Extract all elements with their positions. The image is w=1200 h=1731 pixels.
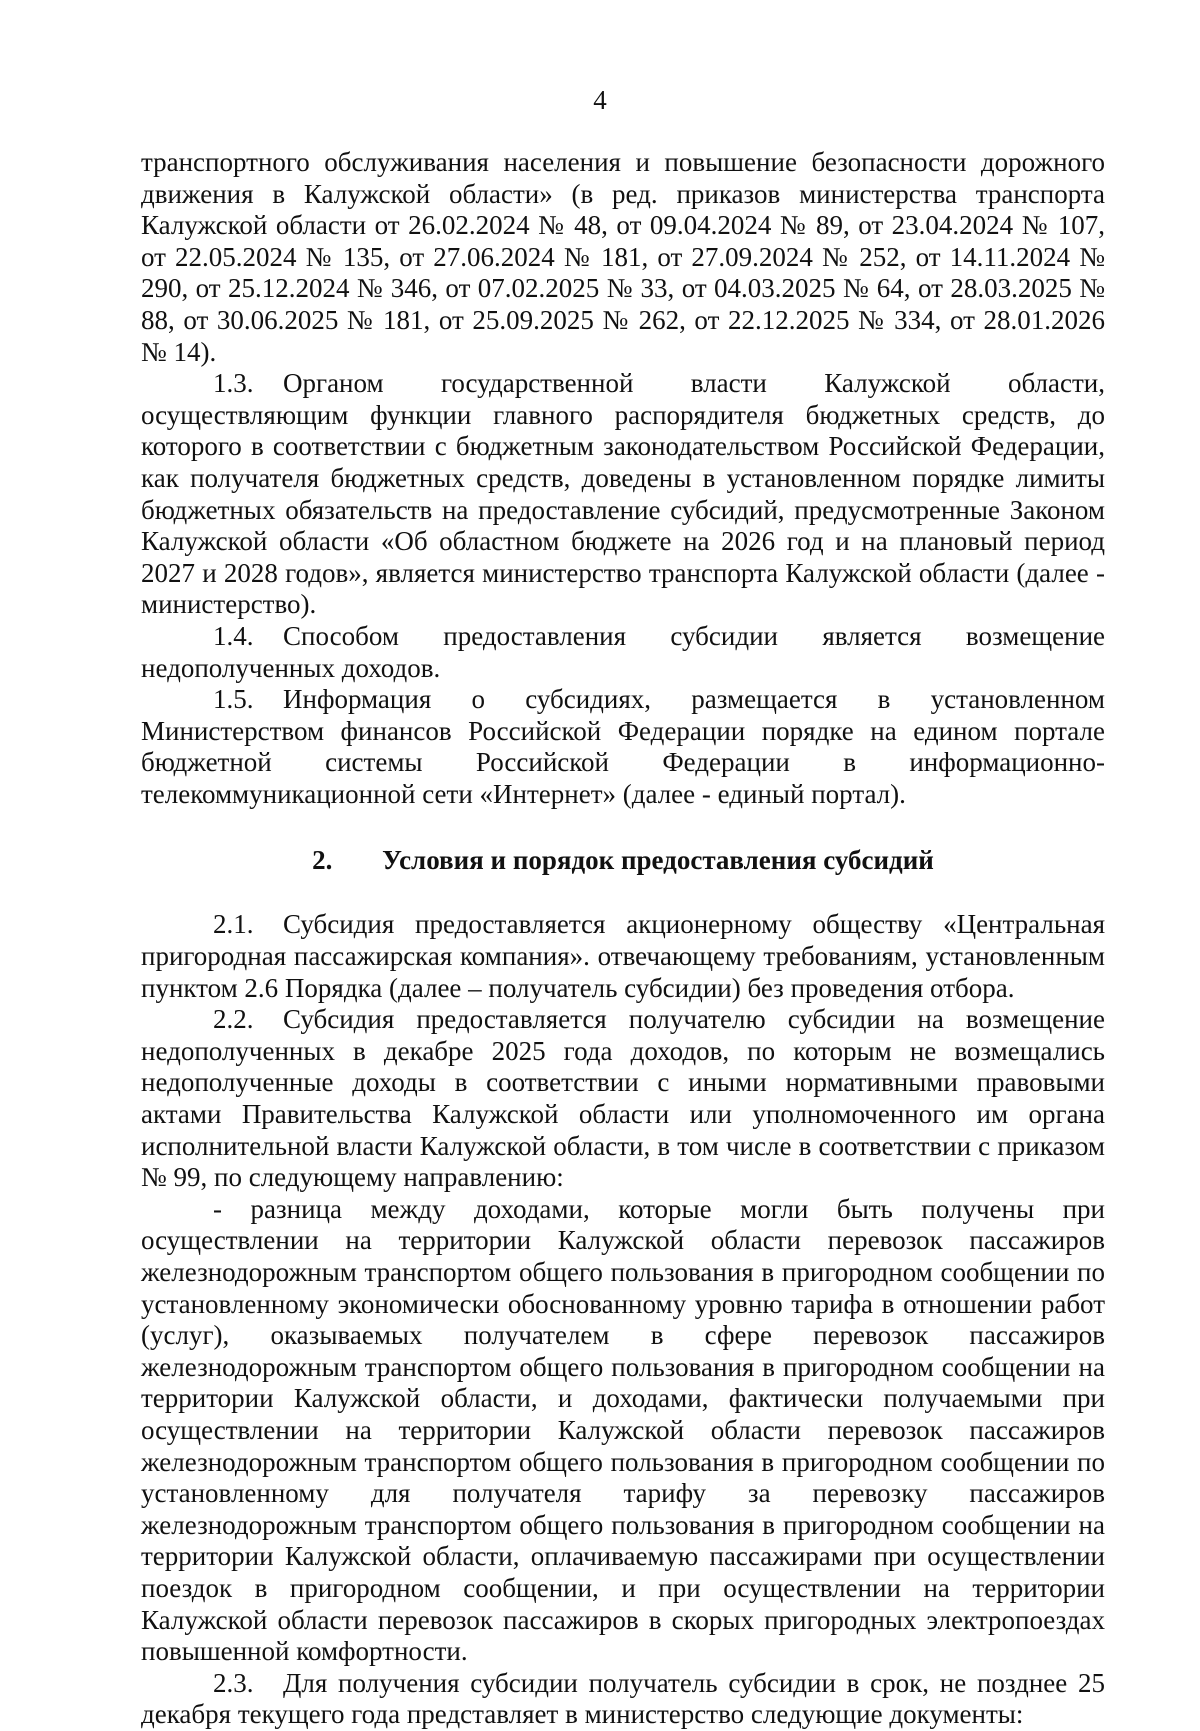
paragraph-1-3 — [141, 368, 1105, 621]
paragraph-2-2 — [141, 1004, 1105, 1194]
page-number: 4 — [593, 85, 607, 115]
paragraph-1-5 — [141, 684, 1105, 810]
paragraph-number: 1.5. — [213, 684, 254, 715]
paragraph-2-1 — [141, 909, 1105, 1004]
section-title: Условия и порядок предоставления субсидий — [382, 845, 934, 876]
document-body — [141, 147, 1105, 1731]
paragraph-number: 1.3. — [213, 368, 254, 399]
paragraph-text: Информация о субсидиях, размещается в установленном Министерством финансов Российской Федерации порядке на едином портале бюджетной системы Российской Федерации в информационно-телекоммуникационной сети «Интернет» (далее - единый портал). — [141, 684, 1105, 809]
paragraph-text: Способом предоставления субсидии является возмещение недополученных доходов. — [141, 620, 1105, 683]
paragraph-2-3 — [141, 1668, 1105, 1731]
section-heading — [141, 844, 1105, 876]
paragraph-2-2-direction — [141, 1194, 1105, 1668]
paragraph-number: 2.1. — [213, 909, 254, 940]
paragraph-continuation — [141, 147, 1105, 368]
paragraph-text: Субсидия предоставляется акционерному обществу «Центральная пригородная пассажирская компания». отвечающему требованиям, установленным пунктом 2.6 Порядка (далее – получатель субсидии) без проведения отбора. — [141, 909, 1105, 1003]
paragraph-number: 2.3. — [213, 1667, 254, 1698]
paragraph-text: - разница между доходами, которые могли быть получены при осуществлении на территории Калужской области перевозок пассажиров железнодорожным транспортом общего пользования в пригородном сообщении по установленному экономически обоснованному уровню тарифа в отношении работ (услуг), оказываемых получателем в сфере перевозок пассажиров железнодорожным транспортом общего пользования в пригородном сообщении на территории Калужской области, и доходами, фактически получаемыми при осуществлении на территории Калужской области перевозок пассажиров железнодорожным транспортом общего пользования в пригородном сообщении по установленному для получателя тарифу за перевозку пассажиров железнодорожным транспортом общего пользования в пригородном сообщении на территории Калужской области, оплачиваемую пассажирами при осуществлении поездок в пригородном сообщении, и при осуществлении на территории Калужской области перевозок пассажиров в скорых пригородных электропоездах повышенной комфортности. — [141, 1193, 1105, 1667]
paragraph-number: 2.2. — [213, 1004, 254, 1035]
section-number: 2. — [312, 845, 333, 876]
paragraph-text: Для получения субсидии получатель субсидии в срок, не позднее 25 декабря текущего года представляет в министерство следующие документы: — [141, 1667, 1105, 1730]
paragraph-number: 1.4. — [213, 620, 254, 651]
paragraph-text: Субсидия предоставляется получателю субсидии на возмещение недополученных в декабре 2025 года доходов, по которым не возмещались недополученные доходы в соответствии с иными нормативными правовыми актами Правительства Калужской области или уполномоченного им органа исполнительной власти Калужской области, в том числе в соответствии с приказом № 99, по следующему направлению: — [141, 1004, 1105, 1193]
paragraph-1-4 — [141, 621, 1105, 684]
paragraph-text: транспортного обслуживания населения и повышение безопасности дорожного движения в Калужской области» (в ред. приказов министерства транспорта Калужской области от 26.02.2024 № 48, от 09.04.2024 № 89, от 23.04.2024 № 107, от 22.05.2024 № 135, от 27.06.2024 № 181, от 27.09.2024 № 252, от 14.11.2024 № 290, от 25.12.2024 № 346, от 07.02.2025 № 33, от 04.03.2025 № 64, от 28.03.2025 № 88, от 30.06.2025 № 181, от 25.09.2025 № 262, от 22.12.2025 № 334, от 28.01.2026 № 14). — [141, 147, 1105, 367]
paragraph-text: Органом государственной власти Калужской области, осуществляющим функции главного распорядителя бюджетных средств, до которого в соответствии с бюджетным законодательством Российской Федерации, как получателя бюджетных средств, доведены в установленном порядке лимиты бюджетных обязательств на предоставление субсидий, предусмотренные Законом Калужской области «Об областном бюджете на 2026 год и на плановый период 2027 и 2028 годов», является министерство транспорта Калужской области (далее - министерство). — [141, 368, 1105, 620]
